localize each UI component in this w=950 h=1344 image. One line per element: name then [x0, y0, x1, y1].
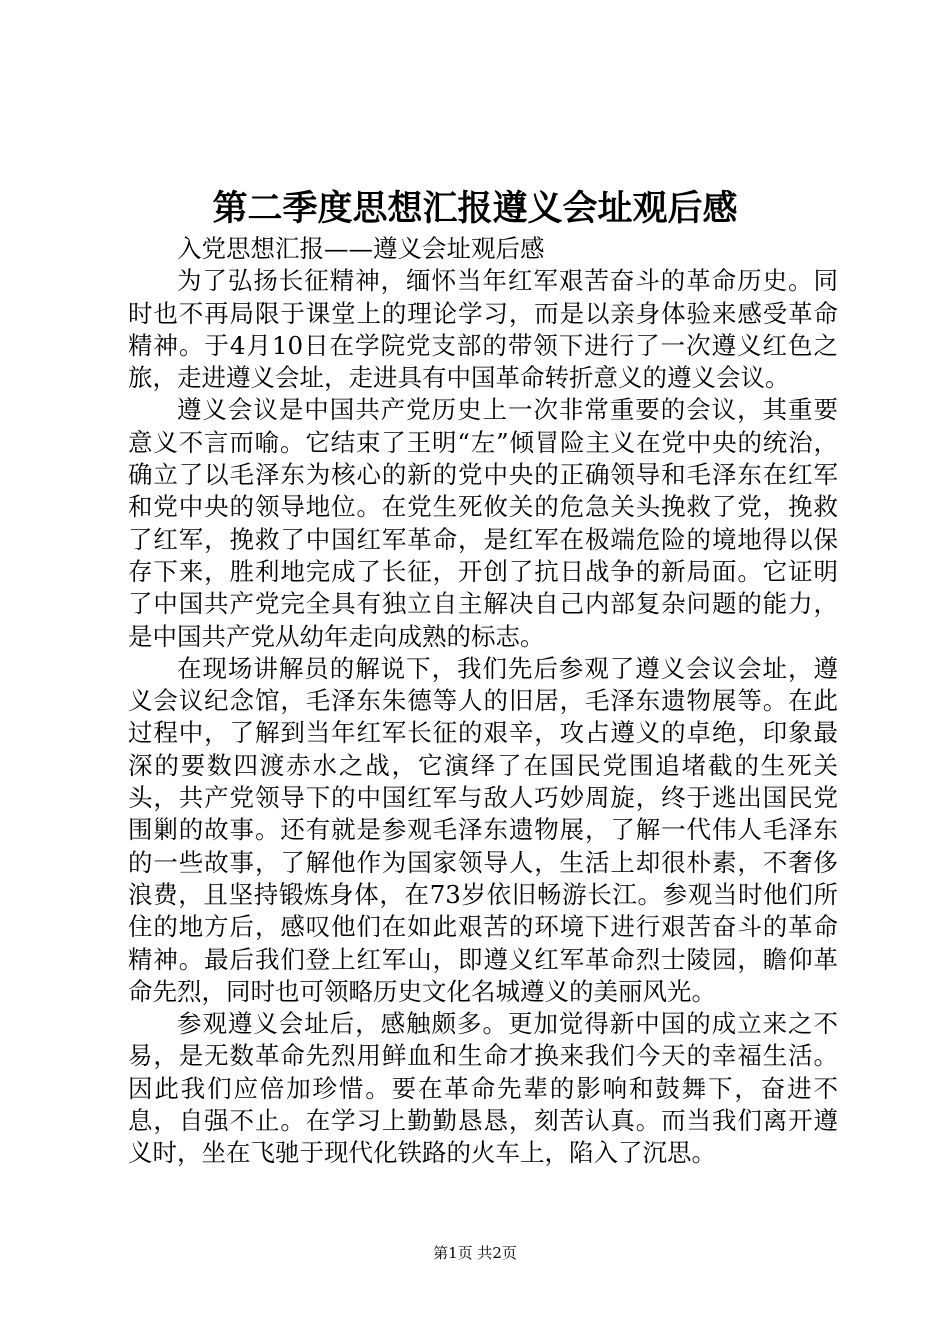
page-footer: 第1页 共2页 [433, 1244, 517, 1262]
paragraph-subtitle: 入党思想汇报——遵义会址观后感 [177, 234, 545, 263]
paragraph: 参观遵义会址后，感触颇多。更加觉得新中国的成立来之不易，是无数革命先烈用鲜血和生命才换来我们今天的幸福生活。因此我们应倍加珍惜。要在革命先辈的影响和鼓舞下，奋进不息，自强不止。在学习上勤勤恳恳，刻苦认真。而当我们离开遵义时，坐在飞驰于现代化铁路的火车上，陷入了沉思。 [128, 1009, 838, 1168]
paragraph: 遵义会议是中国共产党历史上一次非常重要的会议，其重要意义不言而喻。它结束了王明“左”倾冒险主义在党中央的统治，确立了以毛泽东为核心的新的党中央的正确领导和毛泽东在红军和党中央的领导地位。在党生死攸关的危急关头挽救了党，挽救了红军，挽救了中国红军革命，是红军在极端危险的境地得以保存下来，胜利地完成了长征，开创了抗日战争的新局面。它证明了中国共产党完全具有独立自主解决自己内部复杂问题的能力，是中国共产党从幼年走向成熟的标志。 [128, 395, 838, 651]
paragraph: 为了弘扬长征精神，缅怀当年红军艰苦奋斗的革命历史。同时也不再局限于课堂上的理论学习，而是以亲身体验来感受革命精神。于4月10日在学院党支部的带领下进行了一次遵义红色之旅，走进遵义会址，走进具有中国革命转折意义的遵义会议。 [128, 266, 838, 393]
paragraph: 在现场讲解员的解说下，我们先后参观了遵义会议会址，遵义会议纪念馆，毛泽东朱德等人的旧居，毛泽东遗物展等。在此过程中，了解到当年红军长征的艰辛，攻占遵义的卓绝，印象最深的要数四渡赤水之战，它演绎了在国民党围追堵截的生死关头，共产党领导下的中国红军与敌人巧妙周旋，终于逃出国民党围剿的故事。还有就是参观毛泽东遗物展，了解一代伟人毛泽东的一些故事，了解他作为国家领导人，生活上却很朴素，不奢侈浪费，且坚持锻炼身体，在73岁依旧畅游长江。参观当时他们所住的地方后，感叹他们在如此艰苦的环境下进行艰苦奋斗的革命精神。最后我们登上红军山，即遵义红军革命烈士陵园，瞻仰革命先烈，同时也可领略历史文化名城遵义的美丽风光。 [128, 653, 838, 1006]
document-title: 第二季度思想汇报遵义会址观后感 [212, 188, 738, 229]
document-body [128, 233, 838, 1170]
